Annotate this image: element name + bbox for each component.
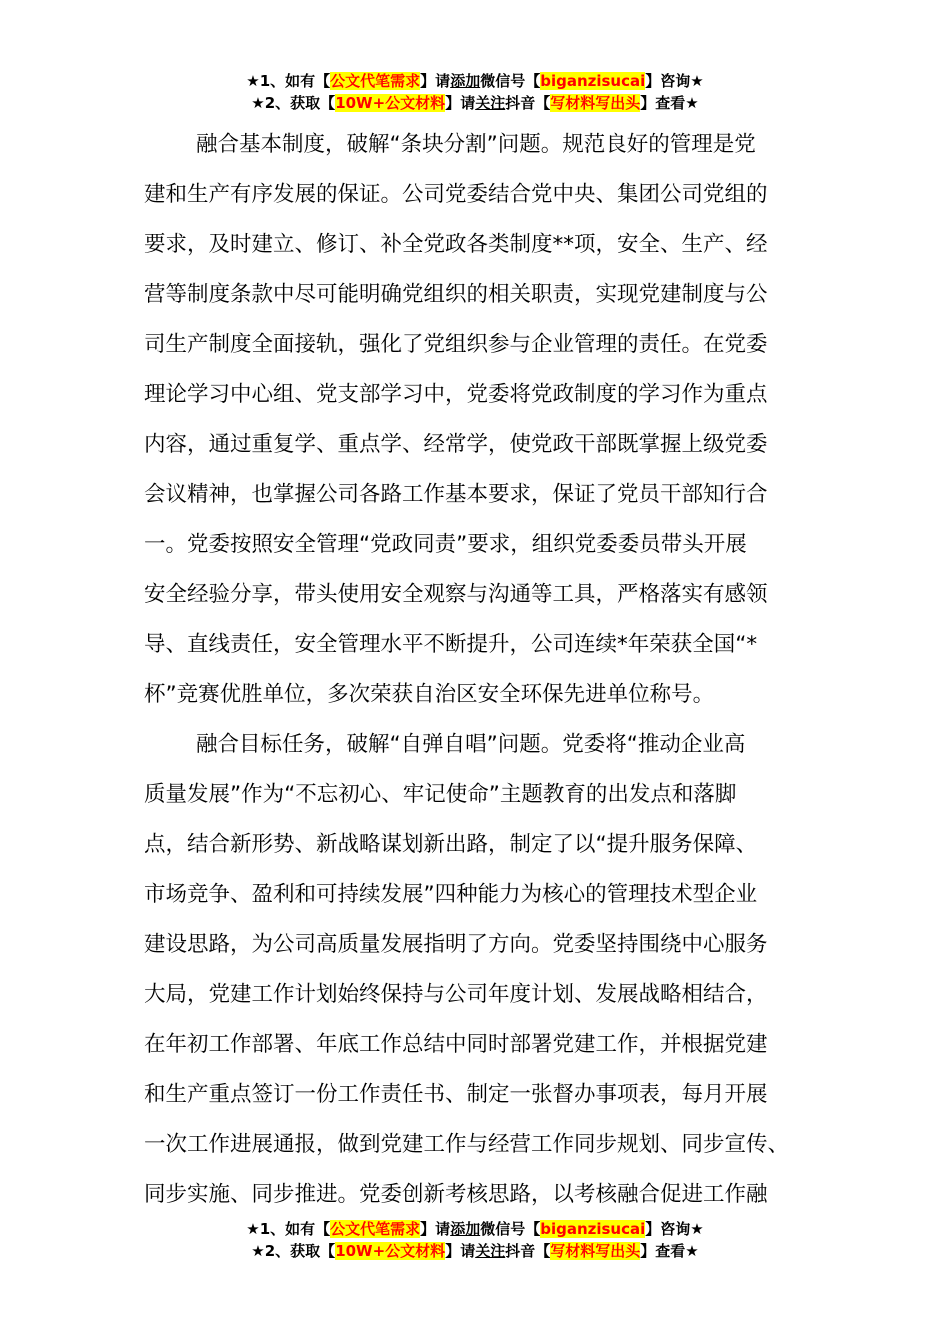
text-line: 一次工作进展通报，做到党建工作与经营工作同步规划、同步宣传、 <box>144 1132 790 1157</box>
text-line: 建设思路，为公司高质量发展指明了方向。党委坚持围绕中心服务 <box>144 932 768 957</box>
banner-text: ★1、如有【 <box>246 1220 331 1238</box>
banner-line-2 <box>0 92 950 114</box>
text-line: 内容，通过重复学、重点学、经常学，使党政干部既掌握上级党委 <box>144 432 768 457</box>
paragraph-1 <box>144 120 806 720</box>
text-line: 司生产制度全面接轨，强化了党组织参与企业管理的责任。在党委 <box>144 332 768 357</box>
text-line: 会议精神，也掌握公司各路工作基本要求，保证了党员干部知行合 <box>144 482 768 507</box>
text-line: 安全经验分享，带头使用安全观察与沟通等工具，严格落实有感领 <box>144 582 768 607</box>
banner-text: ★2、获取【 <box>251 1242 336 1260</box>
highlight-text: 10W+公文材料 <box>335 94 446 112</box>
banner-text: 微信号【 <box>480 1220 541 1238</box>
paragraph-2 <box>144 720 806 1220</box>
banner-text: 】请 <box>445 1242 476 1260</box>
douyin-id: 写材料写出头 <box>550 94 641 112</box>
banner-line-2 <box>0 1240 950 1262</box>
text-line: 杯”竞赛优胜单位，多次荣获自治区安全环保先进单位称号。 <box>144 682 715 707</box>
wechat-id: biganzisucai <box>540 1220 646 1238</box>
banner-text: 】请 <box>420 72 451 90</box>
text-line: 质量发展”作为“不忘初心、牢记使命”主题教育的出发点和落脚 <box>144 782 737 807</box>
text-line: 融合目标任务，破解“自弹自唱”问题。党委将“推动企业高 <box>196 732 746 757</box>
text-line: 市场竞争、盈利和可持续发展”四种能力为核心的管理技术型企业 <box>144 882 758 907</box>
underlined-text: 添加 <box>450 72 481 90</box>
banner-text: 微信号【 <box>480 72 541 90</box>
underlined-text: 添加 <box>450 1220 481 1238</box>
text-line: 点，结合新形势、新战略谋划新出路，制定了以“提升服务保障、 <box>144 832 758 857</box>
text-line: 建和生产有序发展的保证。公司党委结合党中央、集团公司党组的 <box>144 182 768 207</box>
banner-text: 】查看★ <box>640 94 699 112</box>
document-body <box>144 120 806 1220</box>
text-line: 在年初工作部署、年底工作总结中同时部署党建工作，并根据党建 <box>144 1032 768 1057</box>
footer-banner <box>0 1218 950 1262</box>
banner-text: 】查看★ <box>640 1242 699 1260</box>
banner-text: ★1、如有【 <box>246 72 331 90</box>
banner-text: 】请 <box>420 1220 451 1238</box>
banner-text: 】请 <box>445 94 476 112</box>
text-line: 融合基本制度，破解“条块分割”问题。规范良好的管理是党 <box>196 132 756 157</box>
text-line: 大局，党建工作计划始终保持与公司年度计划、发展战略相结合， <box>144 982 768 1007</box>
text-line: 导、直线责任，安全管理水平不断提升，公司连续*年荣获全国“* <box>144 632 758 657</box>
banner-text: 】咨询★ <box>645 72 704 90</box>
douyin-id: 写材料写出头 <box>550 1242 641 1260</box>
banner-text: 】咨询★ <box>645 1220 704 1238</box>
text-line: 同步实施、同步推进。党委创新考核思路，以考核融合促进工作融 <box>144 1182 768 1207</box>
banner-text: 抖音【 <box>505 94 551 112</box>
wechat-id: biganzisucai <box>540 72 646 90</box>
text-line: 一。党委按照安全管理“党政同责”要求，组织党委委员带头开展 <box>144 532 747 557</box>
highlight-text: 10W+公文材料 <box>335 1242 446 1260</box>
text-line: 和生产重点签订一份工作责任书、制定一张督办事项表，每月开展 <box>144 1082 768 1107</box>
underlined-text: 关注 <box>475 1242 506 1260</box>
banner-text: 抖音【 <box>505 1242 551 1260</box>
text-line: 营等制度条款中尽可能明确党组织的相关职责，实现党建制度与公 <box>144 282 768 307</box>
underlined-text: 关注 <box>475 94 506 112</box>
highlight-text: 公文代笔需求 <box>330 1220 421 1238</box>
highlight-text: 公文代笔需求 <box>330 72 421 90</box>
text-line: 理论学习中心组、党支部学习中，党委将党政制度的学习作为重点 <box>144 382 768 407</box>
header-banner <box>0 70 950 114</box>
banner-text: ★2、获取【 <box>251 94 336 112</box>
banner-line-1 <box>0 1218 950 1240</box>
text-line: 要求，及时建立、修订、补全党政各类制度**项，安全、生产、经 <box>144 232 768 257</box>
banner-line-1 <box>0 70 950 92</box>
